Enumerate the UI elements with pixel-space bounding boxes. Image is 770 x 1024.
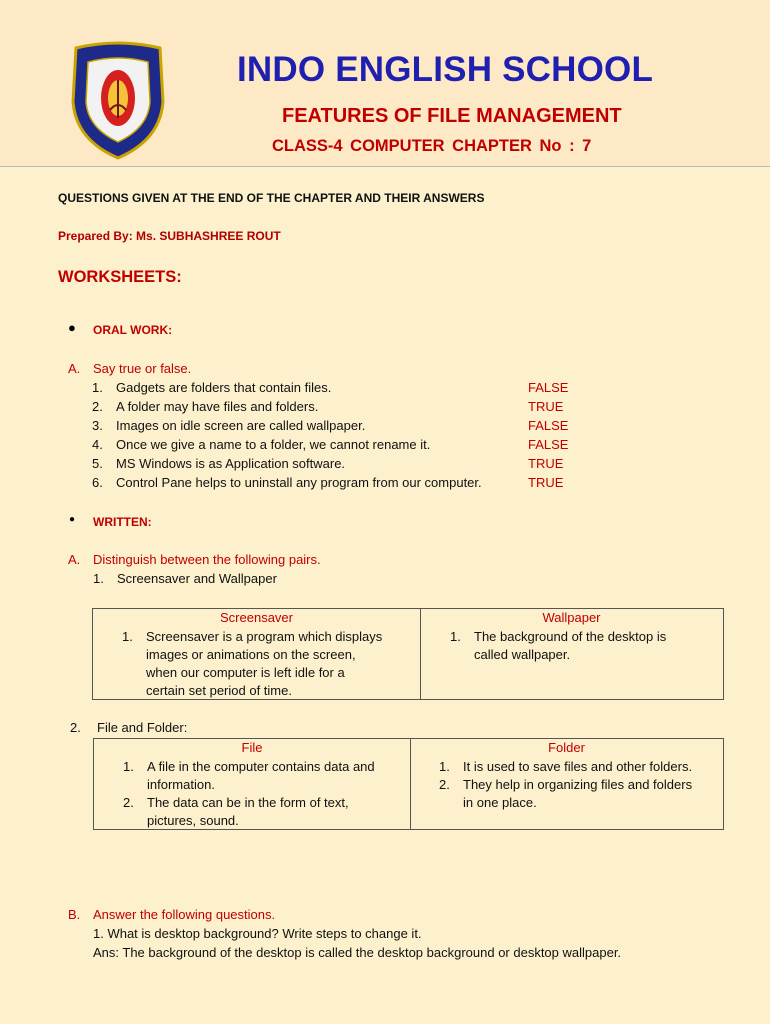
section-title: Distinguish between the following pairs.	[93, 552, 321, 567]
list-item: 1. It is used to save files and other folders.	[439, 759, 693, 774]
class-chapter-line: CLASS-4 COMPUTER CHAPTER No : 7	[272, 137, 592, 155]
bullet-icon: ●	[68, 320, 76, 335]
pair-label: Screensaver and Wallpaper	[117, 571, 277, 586]
answer-label: TRUE	[528, 475, 564, 490]
list-item: 3. Images on idle screen are called wallpaper. FALSE	[92, 418, 569, 433]
section-letter: B.	[68, 907, 81, 922]
oral-work-heading: ORAL WORK:	[93, 323, 173, 337]
list-item: 1. The background of the desktop is called wallpaper.	[450, 629, 667, 662]
section-letter: A.	[68, 552, 81, 567]
answer-text: Ans: The background of the desktop is called the desktop background or desktop wallpaper.	[93, 945, 622, 960]
table-header: Wallpaper	[542, 610, 601, 625]
table-header: Folder	[548, 740, 585, 755]
answer-label: FALSE	[528, 437, 569, 452]
list-item: 1. A file in the computer contains data and information.	[123, 759, 375, 792]
answer-label: FALSE	[528, 418, 569, 433]
pair-number: 2.	[70, 720, 81, 735]
prepared-by: Prepared By: Ms. SUBHASHREE ROUT	[58, 229, 281, 243]
answer-label: TRUE	[528, 456, 564, 471]
list-item: 6. Control Pane helps to uninstall any program from our computer. TRUE	[92, 475, 564, 490]
table-cell	[122, 628, 417, 700]
questions-heading: QUESTIONS GIVEN AT THE END OF THE CHAPTER AND THEIR ANSWERS	[58, 191, 485, 205]
answer-label: TRUE	[528, 399, 564, 414]
school-name: INDO ENGLISH SCHOOL	[237, 50, 654, 89]
worksheets-title: WORKSHEETS:	[58, 268, 182, 286]
school-logo-emblem	[68, 40, 168, 160]
written-heading: WRITTEN:	[93, 515, 152, 529]
list-item: 1. Screensaver is a program which displays images or animations on the screen, when our computer is left idle for a certain set period of time.	[122, 629, 383, 698]
section-letter: A.	[68, 361, 81, 376]
table-cell	[450, 628, 720, 664]
true-false-list	[92, 380, 572, 494]
table-header: File	[241, 740, 263, 755]
list-item: 4. Once we give a name to a folder, we cannot rename it. FALSE	[92, 437, 569, 452]
section-title: Say true or false.	[93, 361, 192, 376]
pair-label: File and Folder:	[97, 720, 188, 735]
table-header: Screensaver	[220, 610, 293, 625]
bullet-icon: ●	[69, 514, 76, 525]
list-item: 2. They help in organizing files and folders in one place.	[439, 777, 693, 810]
list-item: 5. MS Windows is as Application software. TRUE	[92, 456, 564, 471]
answer-label: FALSE	[528, 380, 569, 395]
comparison-table	[93, 738, 724, 830]
section-title: Answer the following questions.	[93, 907, 276, 922]
table-cell	[439, 758, 721, 812]
comparison-table	[92, 608, 724, 700]
table-cell	[123, 758, 408, 830]
document-subtitle: FEATURES OF FILE MANAGEMENT	[282, 105, 622, 127]
question-text: 1. What is desktop background? Write steps to change it.	[93, 926, 422, 941]
list-item: 1. Gadgets are folders that contain files. FALSE	[92, 380, 569, 395]
list-item: 2. A folder may have files and folders. TRUE	[92, 399, 564, 414]
pair-number: 1.	[93, 571, 104, 586]
list-item: 2. The data can be in the form of text, pictures, sound.	[123, 795, 349, 828]
